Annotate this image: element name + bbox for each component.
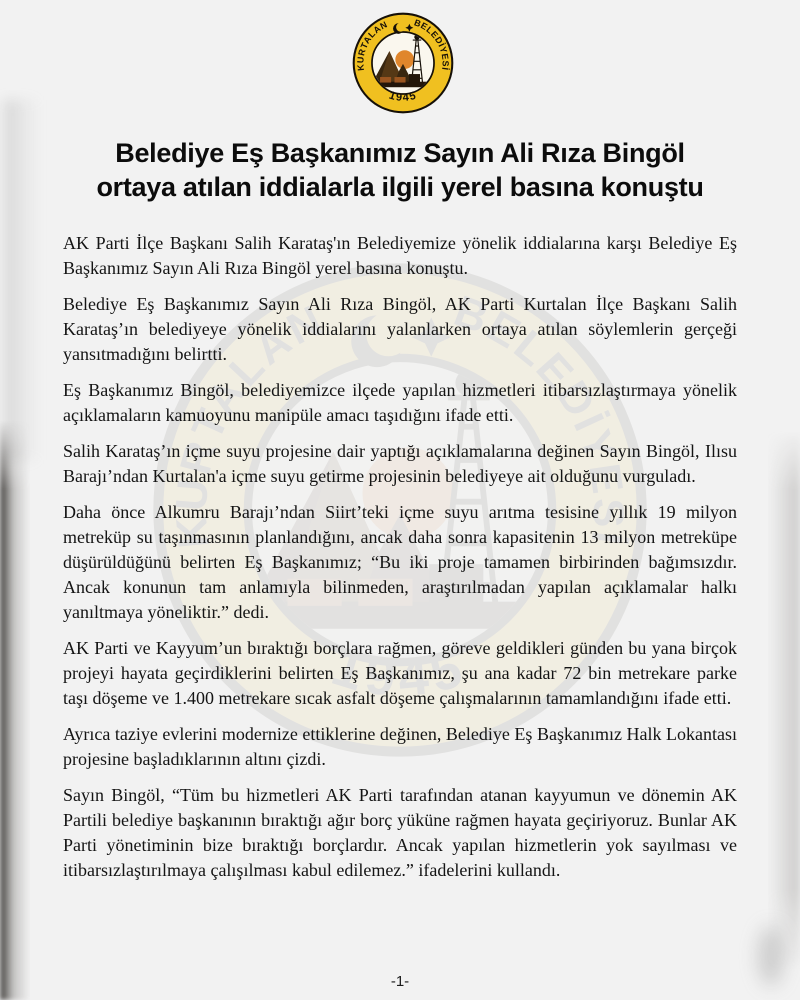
page-title: [0, 136, 800, 204]
paragraph: Sayın Bingöl, “Tüm bu hizmetleri AK Parti tarafından atanan kayyumun ve dönemin AK Partili belediye başkanının bıraktığı ağır borç yüküne rağmen hayata geçiriyoruz. Bunlar AK Parti yönetiminin bize bıraktığı borçlardır. Ancak yapılan hizmetlerin yok sayılması ve itibarsızlaştırılmaya çalışılması kabul edilemez.” ifadelerini kullandı.: [63, 785, 737, 880]
paragraph: Ayrıca taziye evlerini modernize ettiklerine değinen, Belediye Eş Başkanımız Halk Lokantası projesine başladıklarının altını çizdi.: [63, 724, 737, 769]
municipality-logo: [352, 12, 454, 114]
paragraph: AK Parti ve Kayyum’un bıraktığı borçlara rağmen, göreve geldikleri günden bu yana birçok projeyi hayata geçirdiklerini belirten Eş Başkanımız, şu ana kadar 72 bin metrekare parke taşı döşeme ve 1.400 metrekare sıcak asfalt döşeme çalışmalarının tamamlandığını ifade etti.: [63, 638, 737, 708]
paragraph: Daha önce Alkumru Barajı’ndan Siirt’teki içme suyu arıtma tesisine yıllık 19 milyon metreküp su taşınmasının planlandığını, ancak daha sonra kapasitenin 13 milyon metreküpe düşürüldüğünü belirten Eş Başkanımız; “Bu iki proje tamamen birbirinden bağımsızdır. Ancak konunun tam anlamıyla bilinmeden, araştırılmadan yapılan açıklamalar halkı yanıltmaya yöneliktir.” dedi.: [63, 502, 737, 622]
page-title-line1: Belediye Eş Başkanımız Sayın Ali Rıza Bingöl: [115, 138, 685, 168]
page-number: -1-: [390, 973, 410, 990]
scan-shadow-right: [768, 430, 800, 970]
scan-shadow-left-dark: [0, 420, 30, 1000]
paragraph: Salih Karataş’ın içme suyu projesine dair yaptığı açıklamalarına değinen Sayın Bingöl, Ilısu Barajı’ndan Kurtalan'a içme suyu getirme projesinin belediyeye ait olduğunu vurguladı.: [63, 441, 737, 486]
paragraph: AK Parti İlçe Başkanı Salih Karataş'ın Belediyemize yönelik iddialarına karşı Belediye Eş Başkanımız Sayın Ali Rıza Bingöl yerel basına konuştu.: [63, 233, 737, 278]
paragraph: Belediye Eş Başkanımız Sayın Ali Rıza Bingöl, AK Parti Kurtalan İlçe Başkanı Salih Karataş’ın belediyeye yönelik iddialarını yalanlarken ortaya atılan söylemlerin gerçeği yansıtmadığını belirtti.: [63, 294, 737, 364]
page-title-line2: ortaya atılan iddialarla ilgili yerel basına konuştu: [96, 172, 704, 202]
document-body: [63, 231, 737, 894]
paragraph: Eş Başkanımız Bingöl, belediyemizce ilçede yapılan hizmetleri itibarsızlaştırmaya yönelik açıklamaların kamuoyunu manipüle amacı taşıdığını ifade etti.: [63, 380, 737, 425]
